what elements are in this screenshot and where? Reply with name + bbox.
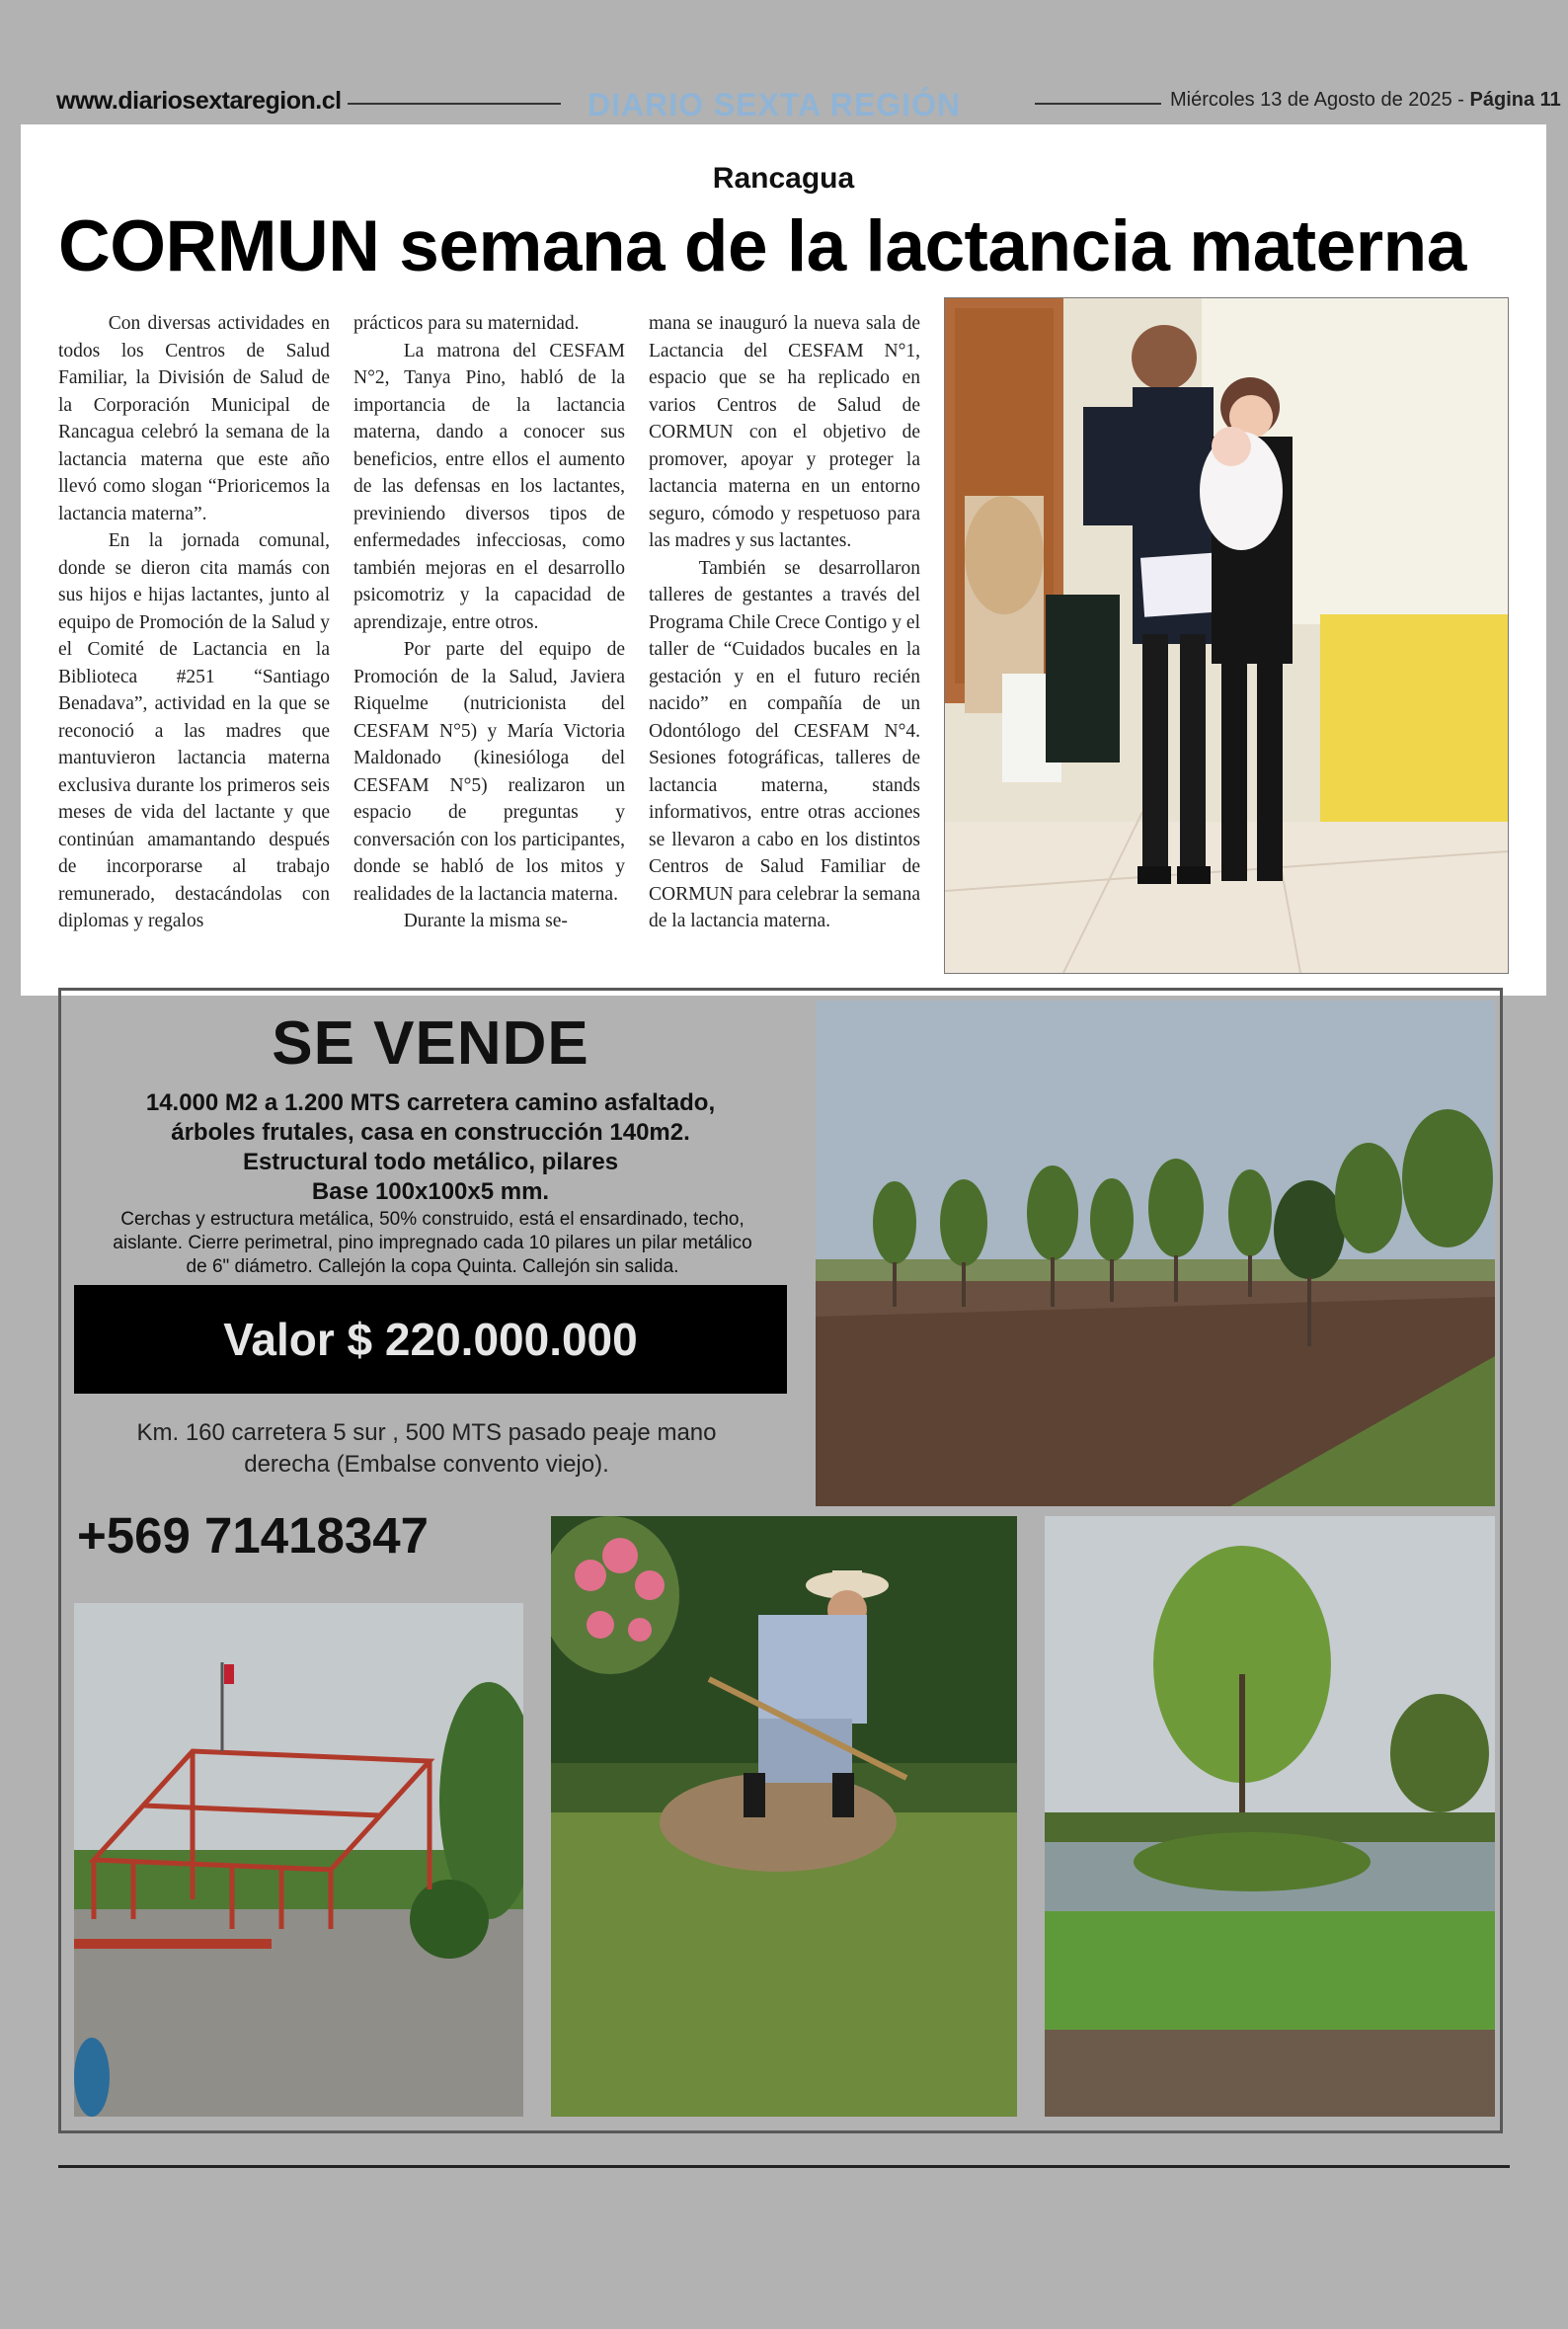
price-banner: Valor $ 220.000.000	[74, 1285, 787, 1394]
page-number: Página 11	[1469, 89, 1561, 111]
article	[21, 124, 1546, 996]
field-photo	[816, 1001, 1495, 1506]
issue-date	[1170, 89, 1561, 112]
paragraph: En la jornada comunal, donde se dieron cita mamás con sus hijos e hijas lactantes, junto al equipo de Promoción de la Salud y el Comité de Lactancia en la Biblioteca #251 “Santiago Benadava”, actividad en la que se reconoció a las madres que mantuvieron lactancia materna exclusiva durante los primeros seis meses de vida del lactante y que continúan amamantando después de incorporarse al trabajo remunerado, destacándolas con diplomas y regalos	[58, 530, 330, 931]
paragraph: mana se inauguró la nueva sala de Lactancia del CESFAM N°1, espacio que se ha replicado en varios Centros de Salud de CORMUN con el objetivo de promover, apoyar y proteger la lactancia materna en un entorno seguro, cómodo y respetuoso para las madres y sus lactantes.	[649, 313, 920, 551]
header-rule-left	[348, 103, 561, 105]
article-column-1	[58, 310, 330, 935]
ad-small-print: aislante. Cierre perimetral, pino impregnado cada 10 pilares un pilar metálico	[113, 1233, 752, 1253]
header-rule-right	[1035, 103, 1161, 105]
phone-number[interactable]: +569 71418347	[77, 1507, 429, 1564]
location-line: Km. 160 carretera 5 sur , 500 MTS pasado peaje mano	[136, 1419, 717, 1446]
ad-small-print: Cerchas y estructura metálica, 50% construido, está el ensardinado, techo,	[120, 1209, 745, 1230]
article-column-3	[649, 310, 920, 935]
date-text: Miércoles 13 de Agosto de 2025 -	[1170, 89, 1470, 111]
ad-detail: Estructural todo metálico, pilares	[242, 1149, 619, 1175]
paragraph: Con diversas actividades en todos los Centros de Salud Familiar, la División de Salud de la Corporación Municipal de Rancagua celebró la semana de la lactancia materna que este año llevó como slogan “Prioricemos la lactancia materna”.	[58, 313, 330, 524]
article-headline: CORMUN semana de la lactancia materna	[58, 206, 1466, 286]
ad-detail: Base 100x100x5 mm.	[311, 1178, 550, 1205]
newspaper-name: DIARIO SEXTA REGIÓN	[588, 87, 962, 122]
article-column-2	[353, 310, 625, 935]
location-line: derecha (Embalse convento viejo).	[244, 1451, 609, 1478]
paragraph: Durante la misma se-	[403, 911, 568, 931]
classified-ad	[58, 988, 1503, 2133]
paragraph: prácticos para su maternidad.	[353, 313, 580, 334]
pond-photo	[1045, 1516, 1495, 2117]
gardener-photo	[551, 1516, 1017, 2117]
paragraph: También se desarrollaron talleres de gestantes a través del Programa Chile Crece Contigo y el taller de “Cuidados bucales en la gestación y en el futuro recién nacido” en compañía de un Odontólogo del CESFAM N°4. Sesiones fotográficas, talleres de lactancia materna, stands informativos, entre otras acciones se llevaron a cabo en los distintos Centros de Salud Familiar de CORMUN para celebrar la semana de la lactancia materna.	[649, 557, 920, 931]
ad-detail: árboles frutales, casa en construcción 140m2.	[171, 1119, 690, 1146]
article-kicker: Rancagua	[712, 162, 855, 195]
paragraph: La matrona del CESFAM N°2, Tanya Pino, habló de la importancia de la lactancia materna, dando a conocer sus beneficios, entre ellos el aumento de las defensas en los lactantes, previniendo diversos tipos de enfermedades infecciosas, como también mejoras en el desarrollo psicomotriz y la capacidad de aprendizaje, entre otros.	[353, 340, 625, 633]
paragraph: Por parte del equipo de Promoción de la Salud, Javiera Riquelme (nutricionista del CESFAM N°5) y María Victoria Maldonado (kinesióloga del CESFAM N°5) realizaron un espacio de preguntas y conversación con los participantes, donde se habló de los mitos y realidades de la lactancia materna.	[353, 639, 625, 905]
bottom-rule	[58, 2165, 1510, 2168]
construction-photo	[74, 1603, 523, 2117]
site-url[interactable]: www.diariosextaregion.cl	[56, 87, 342, 115]
ad-title: SE VENDE	[272, 1009, 589, 1078]
ad-small-print: de 6" diámetro. Callejón la copa Quinta. Callejón sin salida.	[186, 1256, 679, 1277]
article-photo	[944, 297, 1509, 974]
ad-detail: 14.000 M2 a 1.200 MTS carretera camino asfaltado,	[145, 1089, 716, 1116]
ad-location	[91, 1417, 762, 1481]
